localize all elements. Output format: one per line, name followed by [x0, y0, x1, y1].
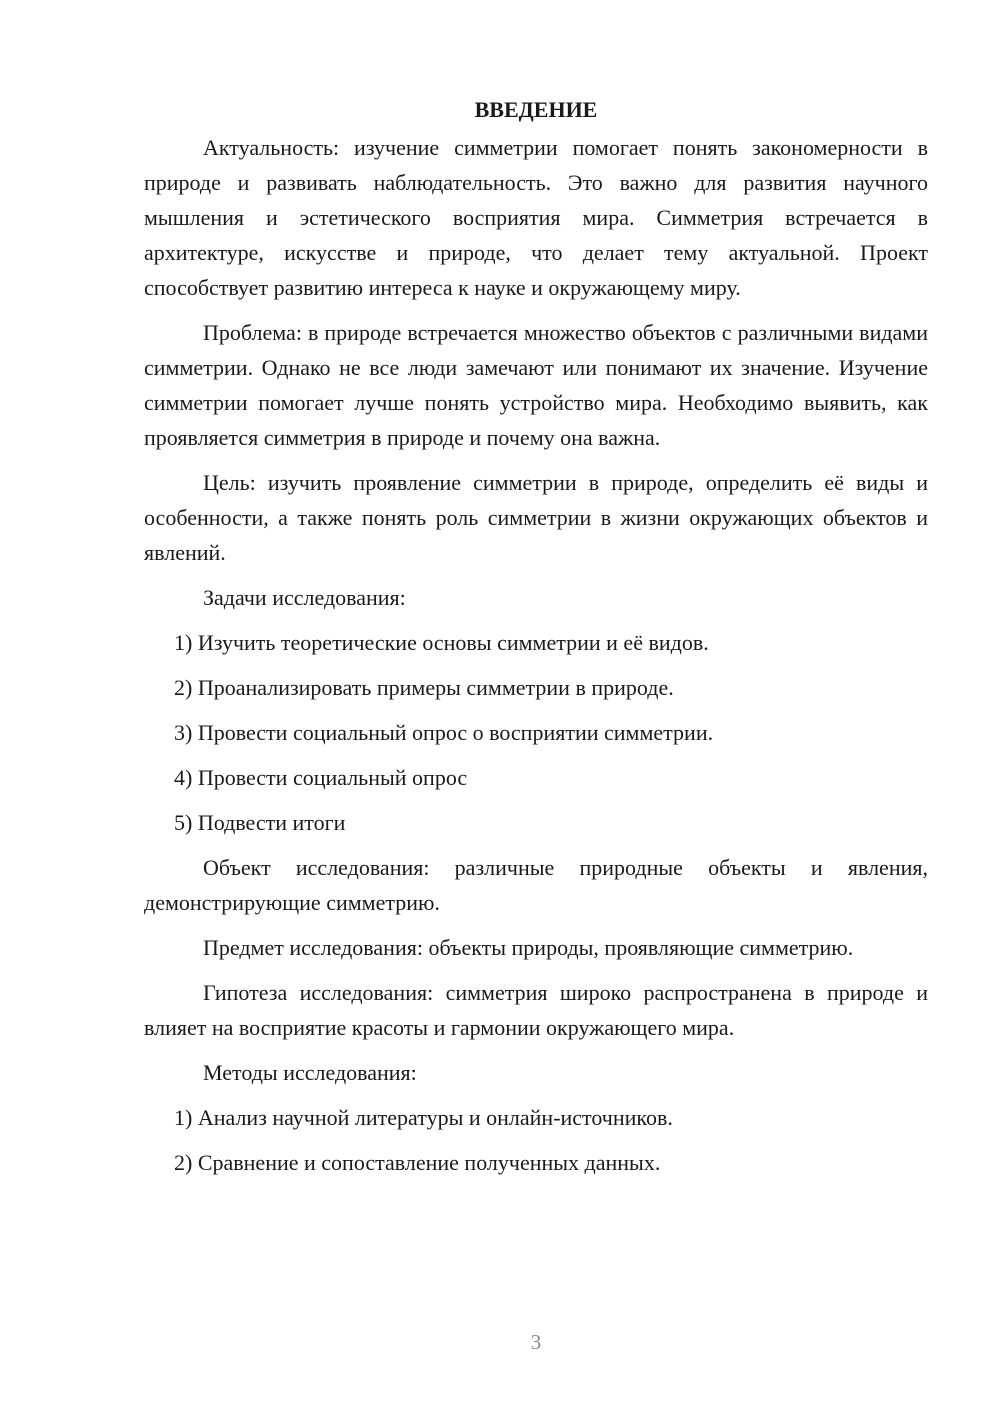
object-paragraph: Объект исследования: различные природные объекты и явления, демонстрирующие симметрию. — [144, 855, 928, 915]
methods-heading: Методы исследования: — [203, 1060, 417, 1085]
task-item: 2) Проанализировать примеры симметрии в природе. — [174, 675, 674, 700]
goal-paragraph: Цель: изучить проявление симметрии в природе, определить её виды и особенности, а также понять роль симметрии в жизни окружающих объектов и явлений. — [144, 470, 928, 565]
method-item: 2) Сравнение и сопоставление полученных данных. — [174, 1150, 661, 1175]
relevance-paragraph: Актуальность: изучение симметрии помогает понять закономерности в природе и развивать наблюдательность. Это важно для развития научного мышления и эстетического восприятия мира. Симметрия встречается в архитектуре, искусстве и природе, что делает тему актуальной. Проект способствует развитию интереса к науке и окружающему миру. — [144, 135, 928, 300]
page-title: ВВЕДЕНИЕ — [474, 97, 598, 122]
tasks-heading: Задачи исследования: — [203, 585, 406, 610]
problem-paragraph: Проблема: в природе встречается множество объектов с различными видами симметрии. Однако не все люди замечают или понимают их значение. Изучение симметрии помогает лучше понять устройство мира. Необходимо выявить, как проявляется симметрия в природе и почему она важна. — [144, 320, 928, 450]
page-number: 3 — [530, 1330, 542, 1354]
task-item: 5) Подвести итоги — [174, 810, 346, 835]
task-item: 3) Провести социальный опрос о восприятии симметрии. — [174, 720, 714, 745]
task-item: 1) Изучить теоретические основы симметрии и её видов. — [174, 630, 709, 655]
page-content — [144, 92, 928, 1190]
method-item: 1) Анализ научной литературы и онлайн-источников. — [174, 1105, 673, 1130]
hypothesis-paragraph: Гипотеза исследования: симметрия широко распространена в природе и влияет на восприятие красоты и гармонии окружающего мира. — [144, 980, 928, 1040]
task-item: 4) Провести социальный опрос — [174, 765, 468, 790]
subject-paragraph: Предмет исследования: объекты природы, проявляющие симметрию. — [203, 935, 854, 960]
